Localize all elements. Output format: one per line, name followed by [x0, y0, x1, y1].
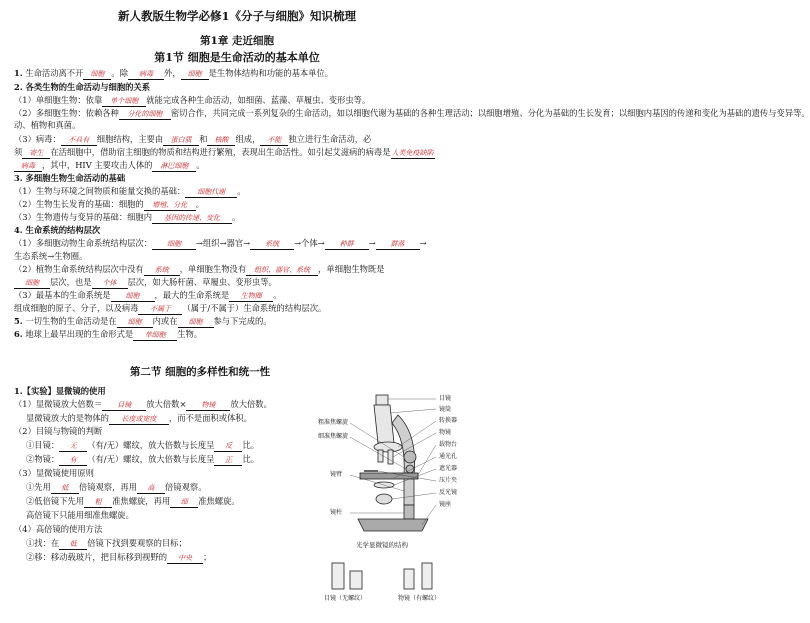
text: ，最大的生命系统是	[154, 290, 230, 300]
text: 在活细胞中，借助宿主细胞的物质和结构进行繁殖，表现出生命活性。如引起艾滋病的病毒是	[50, 147, 391, 157]
text: 。	[195, 199, 205, 209]
text: 须	[14, 147, 23, 157]
stage-shape	[360, 473, 418, 479]
answer-blank: 分化的细胞	[119, 110, 171, 120]
s2-item-1-2b	[26, 454, 259, 466]
coarse-knob-shape	[404, 451, 416, 463]
pillar-shape	[404, 505, 414, 519]
text: （3）病毒：	[14, 134, 61, 144]
text: 显微镜放大的是物体的	[26, 413, 109, 423]
text: ，其中，HIV 主要攻击人体的	[42, 160, 153, 170]
s1-item-3-heading: 3. 多细胞生物生命活动的基础	[14, 173, 126, 183]
s2-item-1-4b	[26, 552, 211, 564]
item-number: 6.	[14, 329, 23, 339]
text: →组织→器官→	[196, 238, 251, 248]
section-heading-1: 第1节 细胞是生命活动的基本单位	[154, 51, 320, 64]
answer-blank: 细	[170, 498, 198, 508]
s1-item-5	[14, 316, 272, 328]
tube-shape	[374, 405, 394, 443]
answer-blank: 不能	[260, 136, 288, 146]
answer-blank: 增殖、分化	[144, 201, 196, 211]
text: 内或在	[152, 316, 178, 326]
text: 倍镜下找到要观察的目标；	[87, 538, 187, 548]
item-number: 1.	[14, 68, 23, 78]
text: ②低倍镜下先用	[26, 496, 85, 506]
s1-item-4-heading: 4. 生命系统的结构层次	[14, 225, 101, 235]
text: 就能完成各种生命活动，如细菌、蓝藻、草履虫、变形虫等。	[146, 95, 371, 105]
answer-blank: 基因的传递、变化	[152, 214, 232, 224]
eyepiece-lens-shape	[332, 563, 344, 589]
answer-blank: 系统	[250, 240, 294, 250]
text: →	[419, 238, 427, 248]
text: 层次，如大肠杆菌、草履虫、变形虫等。	[127, 277, 277, 287]
text: 。	[196, 160, 205, 170]
s1-item-3-2	[14, 199, 204, 211]
chapter-heading: 第1章 走近细胞	[200, 35, 274, 47]
text: ，单细胞生物没有	[179, 264, 247, 274]
text: ；	[203, 552, 212, 562]
s1-item-4-3	[14, 290, 282, 302]
answer-blank: 系统	[144, 266, 180, 276]
answer-blank: 群落	[376, 240, 420, 250]
text: 。	[237, 186, 246, 196]
answer-blank: 细胞	[83, 70, 111, 80]
answer-blank: 生物圈	[229, 292, 273, 302]
s1-item-2-2	[14, 108, 810, 120]
s2-item-1-1b	[26, 413, 252, 425]
answer-blank: 病毒	[128, 70, 164, 80]
s2-item-1-heading: 1.【实验】显微镜的使用	[14, 386, 106, 396]
text: 细胞结构，主要由	[96, 134, 164, 144]
s1-item-2-3	[14, 134, 371, 146]
answer-blank: 不属于	[138, 305, 182, 315]
text: ①目镜：	[26, 440, 60, 450]
answer-blank: 长度或宽度	[109, 415, 169, 425]
text: 层次，也是	[50, 277, 92, 287]
answer-blank: 低	[59, 540, 87, 550]
label-clip: 压片夹	[439, 477, 458, 484]
mirror-shape	[376, 494, 392, 504]
text: （2）多细胞生物：依赖各种	[14, 108, 119, 118]
text: 生命活动离不开	[25, 68, 84, 78]
objective-shape	[378, 450, 383, 462]
section-heading-2: 第二节 细胞的多样性和统一性	[129, 366, 271, 378]
s1-item-6	[14, 329, 202, 341]
answer-blank: 核酸	[207, 136, 235, 146]
answer-blank: 个体	[92, 279, 128, 289]
text: （有/无）螺纹，放大倍数与长度呈	[87, 454, 215, 464]
s2-item-1-4: （4）高倍镜的使用方法	[14, 524, 103, 534]
text: 比。	[242, 454, 260, 464]
answer-blank: 高	[137, 484, 165, 494]
text: 密切合作，共同完成一系列复杂的生命活动，如以细胞代谢为基础的各种生理活动；以细胞增殖、分化为基础的生长发育；以细胞内基因的传递和变化为基础的遗传与变异等。	[170, 108, 810, 118]
text: 。	[232, 212, 241, 222]
answer-blank: 细胞	[14, 279, 50, 289]
text: 参与下完成的。	[213, 316, 272, 326]
answer-blank: 低	[51, 484, 79, 494]
s2-item-1-1	[14, 399, 272, 411]
label-nosepiece: 转换器	[439, 417, 458, 424]
microscope-figure	[318, 395, 468, 610]
text: （1）显微镜放大倍数＝	[14, 399, 103, 409]
objective-lens-shape	[404, 569, 414, 589]
answer-blank: 细胞	[117, 318, 153, 328]
text: 准焦螺旋。	[198, 496, 240, 506]
answer-blank: 蛋白质	[163, 136, 199, 146]
answer-blank: 病毒	[14, 162, 42, 172]
text: ，单细胞生物既是	[318, 264, 385, 274]
label-base: 镜座	[439, 501, 452, 508]
s1-item-2-3-wrap2	[14, 160, 205, 172]
text: ②移：移动载玻片，把目标移到视野的	[26, 552, 168, 562]
text: （有/无）螺纹，放大倍数与长度呈	[87, 440, 215, 450]
s1-item-2-heading: 2. 各类生物的生命活动与细胞的关系	[14, 82, 151, 92]
answer-blank: 种群	[325, 240, 369, 250]
text: （1）多细胞动物生命系统结构层次：	[14, 238, 153, 248]
text: 一切生物的生命活动是在	[25, 316, 117, 326]
answer-blank: 淋巴细胞	[152, 162, 196, 172]
answer-blank: 组织、器官、系统	[246, 266, 318, 276]
label-pillar: 镜柱	[330, 509, 343, 516]
label-light-hole: 通光孔	[439, 453, 458, 460]
label-mirror: 反光镜	[439, 489, 458, 496]
text: （3）生物遗传与变异的基础：细胞内	[14, 212, 153, 222]
text: （2）植物生命系统结构层次中没有	[14, 264, 144, 274]
item-number: 5.	[14, 316, 23, 326]
s1-item-4-1	[14, 238, 426, 250]
answer-blank: 物镜	[186, 401, 230, 411]
s1-item-3-3	[14, 212, 240, 224]
label-tube: 镜筒	[439, 406, 452, 413]
answer-blank: 细胞	[152, 240, 196, 250]
answer-blank: 有	[59, 456, 87, 466]
s2-item-1-2: （2）目镜与物镜的判断	[14, 426, 103, 436]
text: ①先用	[26, 482, 51, 492]
label-arm: 镜臂	[330, 471, 343, 478]
objective-lens-shape	[422, 563, 432, 589]
label-diaphragm: 遮光器	[439, 465, 458, 472]
base-shape	[358, 519, 428, 531]
answer-blank: 目镜	[102, 401, 146, 411]
text: 和	[199, 134, 208, 144]
label-objective: 物镜	[439, 429, 452, 436]
objective-caption: 物镜（有螺纹）	[398, 595, 441, 602]
s1-item-4-2	[14, 264, 385, 276]
s2-item-1-3c: 高倍镜下只能用细准焦螺旋。	[26, 510, 134, 520]
figure-caption: 光学显微镜的结构	[356, 541, 408, 549]
answer-blank: 细胞	[178, 318, 214, 328]
s1-item-2-3-wrap	[14, 147, 460, 159]
text: ②物镜：	[26, 454, 60, 464]
text: （2）生物生长发育的基础：细胞的	[14, 199, 144, 209]
text: 是生物体结构和功能的基本单位。	[208, 68, 334, 78]
text: ，而不是面积或体积。	[168, 413, 252, 423]
answer-blank: 粗	[84, 498, 112, 508]
text: 生物。	[177, 329, 203, 339]
text: 。	[273, 290, 282, 300]
s2-item-1-2a	[26, 440, 259, 452]
s1-item-1	[14, 68, 333, 80]
text: 组成，	[235, 134, 261, 144]
text: 比。	[242, 440, 260, 450]
s2-item-1-3b	[26, 496, 240, 508]
eyepiece-shape	[376, 395, 388, 405]
text: （3）最基本的生命系统是	[14, 290, 111, 300]
text: 。除	[111, 68, 129, 78]
answer-blank: 寄生	[22, 149, 50, 159]
answer-blank: 反	[214, 442, 242, 452]
label-stage: 载物台	[439, 441, 458, 448]
answer-blank: 单个细胞	[102, 97, 146, 107]
s1-item-2-1	[14, 95, 370, 107]
text: （1）单细胞生物：依靠	[14, 95, 103, 105]
text: →	[368, 238, 376, 248]
s1-item-4-4	[14, 303, 326, 315]
text: 地球上最早出现的生命形式是	[25, 329, 134, 339]
text: 准焦螺旋，再用	[112, 496, 171, 506]
answer-blank: 细胞	[181, 70, 209, 80]
answer-blank: 正	[214, 456, 242, 466]
objective-shape	[388, 450, 393, 464]
text: （1）生物与环境之间物质和能量交换的基础：	[14, 186, 186, 196]
s2-item-1-4a	[26, 538, 187, 550]
answer-blank: 细胞代谢	[185, 188, 237, 198]
document-title: 新人教版生物学必修1《分子与细胞》知识梳理	[118, 9, 356, 23]
answer-blank: 细胞	[111, 292, 155, 302]
answer-blank: 单细胞	[133, 331, 177, 341]
s1-item-4-2-wrap	[14, 277, 277, 289]
text: 外，	[164, 68, 181, 78]
s1-item-3-1	[14, 186, 246, 198]
s2-item-1-3: （3）显微镜使用原则	[14, 468, 94, 478]
answer-blank: 不具有	[61, 136, 97, 146]
s1-item-4-1-wrap: 生态系统→生物圈。	[14, 251, 88, 261]
text: 倍镜观察，再用	[78, 482, 137, 492]
eyepiece-caption: 目镜（无螺纹）	[324, 595, 367, 602]
s2-item-1-3a	[26, 482, 207, 494]
text: 独立进行生命活动，必	[288, 134, 372, 144]
label-fine-knob: 细准焦螺旋	[318, 433, 349, 440]
answer-blank: 中央	[167, 554, 203, 564]
label-eyepiece: 目镜	[439, 395, 452, 402]
text: ①找：在	[26, 538, 60, 548]
text: （属于/不属于）生命系统的结构层次。	[182, 303, 327, 313]
answer-blank: 人类免疫缺陷	[391, 149, 434, 157]
text: 组成细胞的原子、分子，以及病毒	[14, 303, 139, 313]
text: 倍镜观察。	[165, 482, 207, 492]
answer-blank: 无	[59, 442, 87, 452]
text: 放大倍数。	[230, 399, 272, 409]
text: →个体→	[294, 238, 325, 248]
text: 放大倍数×	[146, 399, 187, 409]
label-coarse-knob: 粗准焦螺旋	[318, 419, 349, 426]
fine-knob-shape	[406, 465, 414, 473]
s1-item-2-2-wrap: 动、植物和真菌。	[14, 120, 81, 130]
eyepiece-lens-shape	[350, 571, 362, 589]
